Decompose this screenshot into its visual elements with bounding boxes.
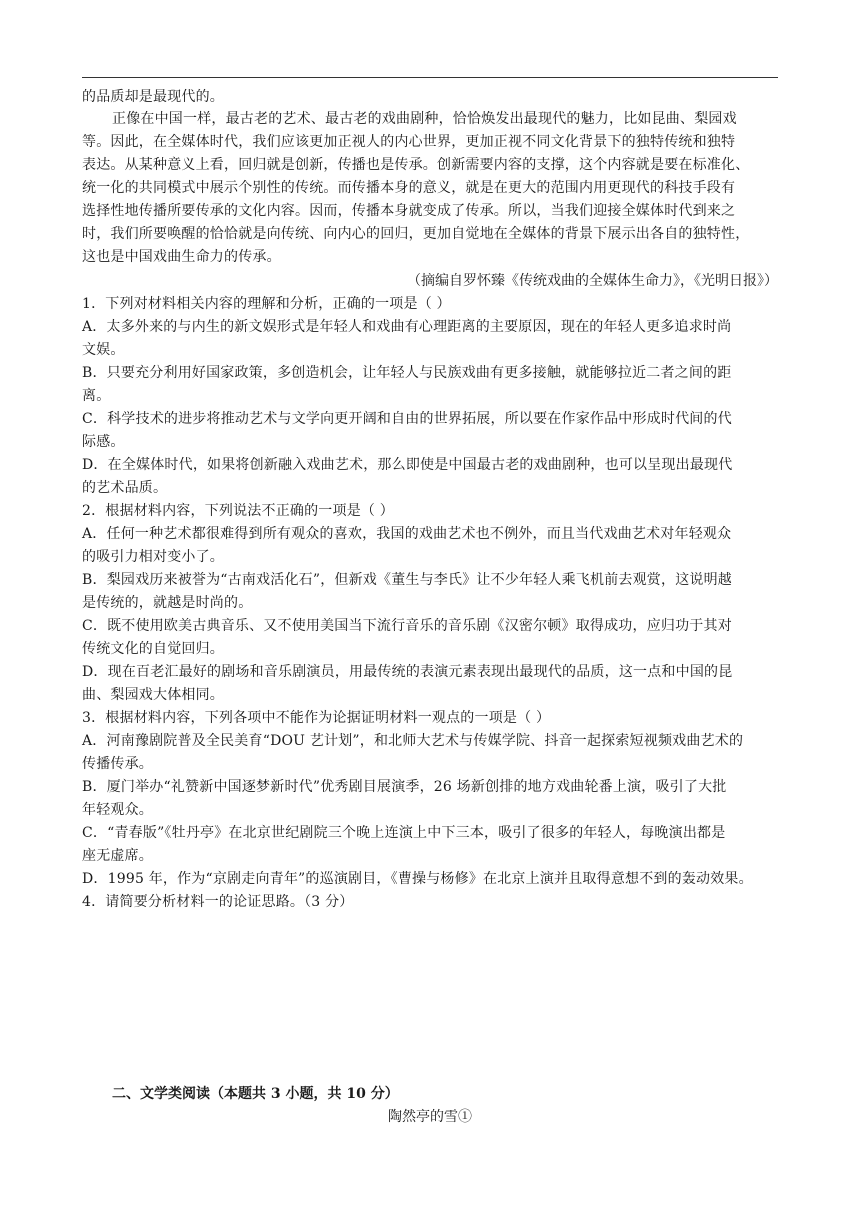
question-line: 曲、梨园戏大体相同。 xyxy=(82,687,224,703)
question-line: B．梨园戏历来被誉为“古南戏活化石”，但新戏《董生与李氏》让不少年轻人乘飞机前去观赏，这说明越 xyxy=(82,572,732,588)
question-line: B．厦门举办“礼赞新中国逐梦新时代”优秀剧目展演季，26 场新创排的地方戏曲轮番上演，吸引了大批 xyxy=(82,779,727,795)
passage-line: 时，我们所要唤醒的恰恰就是向传统、向内心的回归，更加自觉地在全媒体的背景下展示出各自的独特性， xyxy=(82,226,750,242)
question-line: 文娱。 xyxy=(82,342,125,358)
question-line: 际感。 xyxy=(82,434,125,450)
question-line: A．河南豫剧院普及全民美育“DOU 艺计划”，和北师大艺术与传媒学院、抖音一起探索短视频戏曲艺术的 xyxy=(82,733,744,749)
question-line: B．只要充分利用好国家政策，多创造机会，让年轻人与民族戏曲有更多接触，就能够拉近二者之间的距 xyxy=(82,365,732,381)
question-line: D．1995 年，作为“京剧走向青年”的巡演剧目，《曹操与杨修》在北京上演并且取得意想不到的轰动效果。 xyxy=(82,871,753,887)
article-title: 陶然亭的雪① xyxy=(388,1109,472,1125)
question-line: D．现在百老汇最好的剧场和音乐剧演员，用最传统的表演元素表现出最现代的品质，这一点和中国的昆 xyxy=(82,664,733,680)
question-line: 1．下列对材料相关内容的理解和分析，正确的一项是（ ） xyxy=(82,296,451,312)
question-line: 的艺术品质。 xyxy=(82,480,168,496)
question-line: 3．根据材料内容，下列各项中不能作为论据证明材料一观点的一项是（ ） xyxy=(82,710,551,726)
question-line: C．科学技术的进步将推动艺术与文学向更开阔和自由的世界拓展，所以要在作家作品中形成时代间的代 xyxy=(82,411,732,427)
question-line: 传播传承。 xyxy=(82,756,153,772)
passage-line: 统一化的共同模式中展示个别性的传统。而传播本身的意义，就是在更大的范围内用更现代的科技手段有 xyxy=(82,180,736,196)
passage-line: 这也是中国戏曲生命力的传承。 xyxy=(82,249,281,265)
question-line: C．既不使用欧美古典音乐、又不使用美国当下流行音乐的音乐剧《汉密尔顿》取得成功，应归功于其对 xyxy=(82,618,732,634)
question-line: C．“青春版”《牡丹亭》在北京世纪剧院三个晚上连演上中下三本，吸引了很多的年轻人，每晚演出都是 xyxy=(82,825,726,841)
passage-line: 表达。从某种意义上看，回归就是创新，传播也是传承。创新需要内容的支撑，这个内容就是要在标准化、 xyxy=(82,157,750,173)
passage-line: 的品质却是最现代的。 xyxy=(82,89,224,105)
question-line: 座无虚席。 xyxy=(82,848,153,864)
question-line: 2．根据材料内容，下列说法不正确的一项是（ ） xyxy=(82,503,394,519)
question-line: 年轻观众。 xyxy=(82,802,153,818)
passage-line: 选择性地传播所要传承的文化内容。因而，传播本身就变成了传承。所以，当我们迎接全媒体时代到来之 xyxy=(82,203,736,219)
question-line: 4．请简要分析材料一的论证思路。（3 分） xyxy=(82,894,354,910)
section-heading: 二、文学类阅读（本题共 3 小题，共 10 分） xyxy=(112,1086,399,1102)
passage-line: 等。因此，在全媒体时代，我们应该更加正视人的内心世界，更加正视不同文化背景下的独特传统和独特 xyxy=(82,134,736,150)
question-line: A．太多外来的与内生的新文娱形式是年轻人和戏曲有心理距离的主要原因，现在的年轻人更多追求时尚 xyxy=(82,319,732,335)
header-rule xyxy=(82,77,778,78)
passage-line: 正像在中国一样，最古老的艺术、最古老的戏曲剧种，恰恰焕发出最现代的魅力，比如昆曲、梨园戏 xyxy=(112,111,737,127)
question-line: 传统文化的自觉回归。 xyxy=(82,641,224,657)
question-line: 离。 xyxy=(82,388,111,404)
question-line: 的吸引力相对变小了。 xyxy=(82,549,224,565)
source-citation: （摘编自罗怀臻《传统戏曲的全媒体生命力》，《光明日报》） xyxy=(407,273,778,289)
question-line: D．在全媒体时代，如果将创新融入戏曲艺术，那么即使是中国最古老的戏曲剧种，也可以呈现出最现代 xyxy=(82,457,733,473)
question-line: 是传统的，就越是时尚的。 xyxy=(82,595,253,611)
question-line: A．任何一种艺术都很难得到所有观众的喜欢，我国的戏曲艺术也不例外，而且当代戏曲艺术对年轻观众 xyxy=(82,526,732,542)
